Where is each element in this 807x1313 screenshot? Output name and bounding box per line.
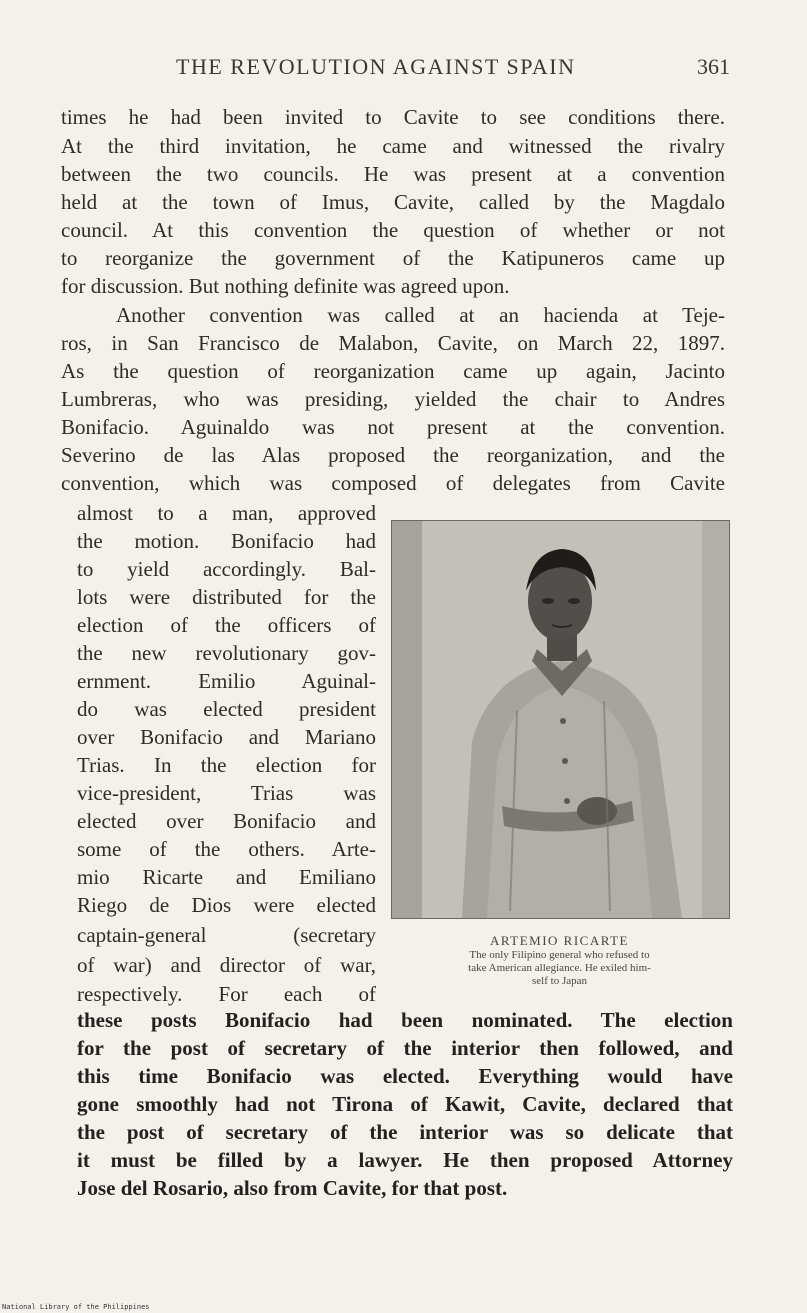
text-line: almost to a man, approved xyxy=(77,501,376,525)
text-line: Another convention was called at an hacienda at Teje- xyxy=(116,303,725,327)
figure-caption-title: ARTEMIO RICARTE xyxy=(489,933,630,948)
text-line: gone smoothly had not Tirona of Kawit, Cavite, declared that xyxy=(77,1092,733,1116)
text-line: for discussion. But nothing definite was agreed upon. xyxy=(61,274,510,298)
text-line: the motion. Bonifacio had xyxy=(77,529,376,553)
text-line: ros, in San Francisco de Malabon, Cavite, on March 22, 1897. xyxy=(61,331,725,355)
text-line: ernment. Emilio Aguinal- xyxy=(77,669,376,693)
text-line: captain-general (secretary xyxy=(77,923,376,947)
text-line: council. At this convention the question of whether or not xyxy=(61,218,725,242)
portrait-photo xyxy=(391,520,730,919)
text-line: Riego de Dios were elected xyxy=(77,893,376,917)
text-line: between the two councils. He was present at a convention xyxy=(61,162,725,186)
text-line: election of the officers of xyxy=(77,613,376,637)
caption-line: take American allegiance. He exiled him- xyxy=(468,962,651,974)
running-title: THE REVOLUTION AGAINST SPAIN xyxy=(176,54,576,79)
text-line: over Bonifacio and Mariano xyxy=(77,725,376,749)
text-line: Trias. In the election for xyxy=(77,753,376,777)
text-line: times he had been invited to Cavite to see conditions there. xyxy=(61,105,725,129)
text-line: Lumbreras, who was presiding, yielded the chair to Andres xyxy=(61,387,725,411)
text-line: held at the town of Imus, Cavite, called by the Magdalo xyxy=(61,190,725,214)
text-line: lots were distributed for the xyxy=(77,585,376,609)
text-line: for the post of secretary of the interior then followed, and xyxy=(77,1036,733,1060)
text-line: this time Bonifacio was elected. Everything would have xyxy=(77,1064,733,1088)
text-line: it must be filled by a lawyer. He then proposed Attorney xyxy=(77,1148,733,1172)
caption-line: The only Filipino general who refused to xyxy=(469,949,650,961)
text-line: convention, which was composed of delegates from Cavite xyxy=(61,471,725,495)
caption-line: self to Japan xyxy=(532,975,587,987)
text-line: elected over Bonifacio and xyxy=(77,809,376,833)
text-line: Severino de las Alas proposed the reorganization, and the xyxy=(61,443,725,467)
text-line: mio Ricarte and Emiliano xyxy=(77,865,376,889)
text-line: Jose del Rosario, also from Cavite, for that post. xyxy=(77,1176,508,1200)
portrait-illustration xyxy=(392,521,729,918)
text-line: Bonifacio. Aguinaldo was not present at the convention. xyxy=(61,415,725,439)
text-line: the new revolutionary gov- xyxy=(77,641,376,665)
text-line: the post of secretary of the interior was so delicate that xyxy=(77,1120,733,1144)
page-number: 361 xyxy=(697,54,730,79)
text-line: to reorganize the government of the Katipuneros came up xyxy=(61,246,725,270)
text-line: As the question of reorganization came up again, Jacinto xyxy=(61,359,725,383)
text-line: of war) and director of war, xyxy=(77,953,376,977)
text-line: do was elected president xyxy=(77,697,376,721)
text-line: At the third invitation, he came and witnessed the rivalry xyxy=(61,134,725,158)
text-line: to yield accordingly. Bal- xyxy=(77,557,376,581)
source-watermark: National Library of the Philippines xyxy=(2,1303,150,1311)
text-line: some of the others. Arte- xyxy=(77,837,376,861)
text-line: these posts Bonifacio had been nominated. The election xyxy=(77,1008,733,1032)
running-header xyxy=(60,54,730,90)
figure-caption xyxy=(391,949,728,988)
text-line: vice-president, Trias was xyxy=(77,781,376,805)
text-line: respectively. For each of xyxy=(77,982,376,1006)
